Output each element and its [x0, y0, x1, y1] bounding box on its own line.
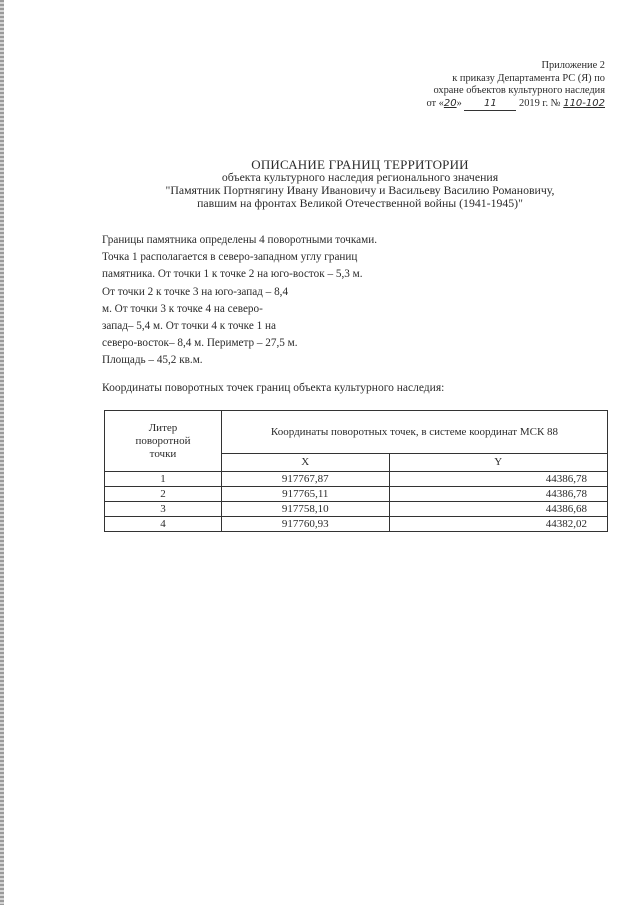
- description-line: м. От точки 3 к точке 4 на северо-: [102, 302, 263, 315]
- description-line: северо-восток– 8,4 м. Периметр – 27,5 м.: [102, 337, 298, 350]
- date-month: 11: [464, 98, 516, 112]
- description-line: Площадь – 45,2 кв.м.: [102, 354, 203, 367]
- cell-point: 3: [105, 502, 222, 517]
- doc-number: 110-102: [563, 97, 605, 109]
- header-y: Y: [389, 454, 607, 472]
- cell-point: 4: [105, 517, 222, 532]
- date-mid: »: [456, 97, 462, 109]
- description-line: памятника. От точки 1 к точке 2 на юго-восток – 5,3 м.: [102, 268, 363, 281]
- description-line: Границы памятника определены 4 поворотными точками.: [102, 234, 377, 246]
- title-line-2: объекта культурного наследия регионального значения: [221, 170, 499, 184]
- coordinates-intro: Координаты поворотных точек границ объекта культурного наследия:: [102, 382, 445, 394]
- cell-y: 44386,68: [389, 502, 607, 517]
- document-title: [120, 158, 600, 210]
- cell-y: 44382,02: [389, 517, 607, 532]
- cell-y: 44386,78: [389, 472, 607, 487]
- header-coordinates-group: Координаты поворотных точек, в системе координат МСК 88: [222, 411, 608, 454]
- appendix-line-1: Приложение 2: [541, 60, 605, 71]
- header-liter: [105, 411, 222, 472]
- description-line: запад– 5,4 м. От точки 4 к точке 1 на: [102, 320, 276, 333]
- cell-x: 917760,93: [222, 517, 390, 532]
- appendix-block: [400, 60, 605, 111]
- table-row: [105, 487, 608, 502]
- appendix-date-line: [400, 98, 605, 112]
- scan-edge: [0, 0, 4, 905]
- date-year: 2019 г. №: [519, 97, 561, 109]
- description-line: Точка 1 располагается в северо-западном углу границ: [102, 251, 358, 264]
- cell-x: 917767,87: [222, 472, 390, 487]
- date-prefix: от «: [426, 97, 444, 109]
- title-line-4: павшим на фронтах Великой Отечественной войны (1941-1945)": [197, 196, 523, 210]
- cell-point: 1: [105, 472, 222, 487]
- boundary-description: [102, 232, 422, 370]
- header-liter-text: Литер поворотной точки: [135, 421, 191, 460]
- cell-x: 917765,11: [222, 487, 390, 502]
- title-heading: ОПИСАНИЕ ГРАНИЦ ТЕРРИТОРИИ: [251, 157, 469, 172]
- cell-point: 2: [105, 487, 222, 502]
- title-line-3: "Памятник Портнягину Ивану Ивановичу и Васильеву Василию Романовичу,: [165, 183, 555, 197]
- cell-x: 917758,10: [222, 502, 390, 517]
- table-row: [105, 517, 608, 532]
- header-x: X: [222, 454, 390, 472]
- table-row: [105, 502, 608, 517]
- appendix-line-2: к приказу Департамента РС (Я) по: [452, 72, 605, 84]
- cell-y: 44386,78: [389, 487, 607, 502]
- date-day: 20: [443, 97, 457, 109]
- table-header-row: [105, 411, 608, 454]
- description-line: От точки 2 к точке 3 на юго-запад – 8,4: [102, 285, 289, 298]
- table-row: [105, 472, 608, 487]
- coordinates-table: [104, 410, 608, 532]
- appendix-line-3: охране объектов культурного наследия: [433, 85, 605, 97]
